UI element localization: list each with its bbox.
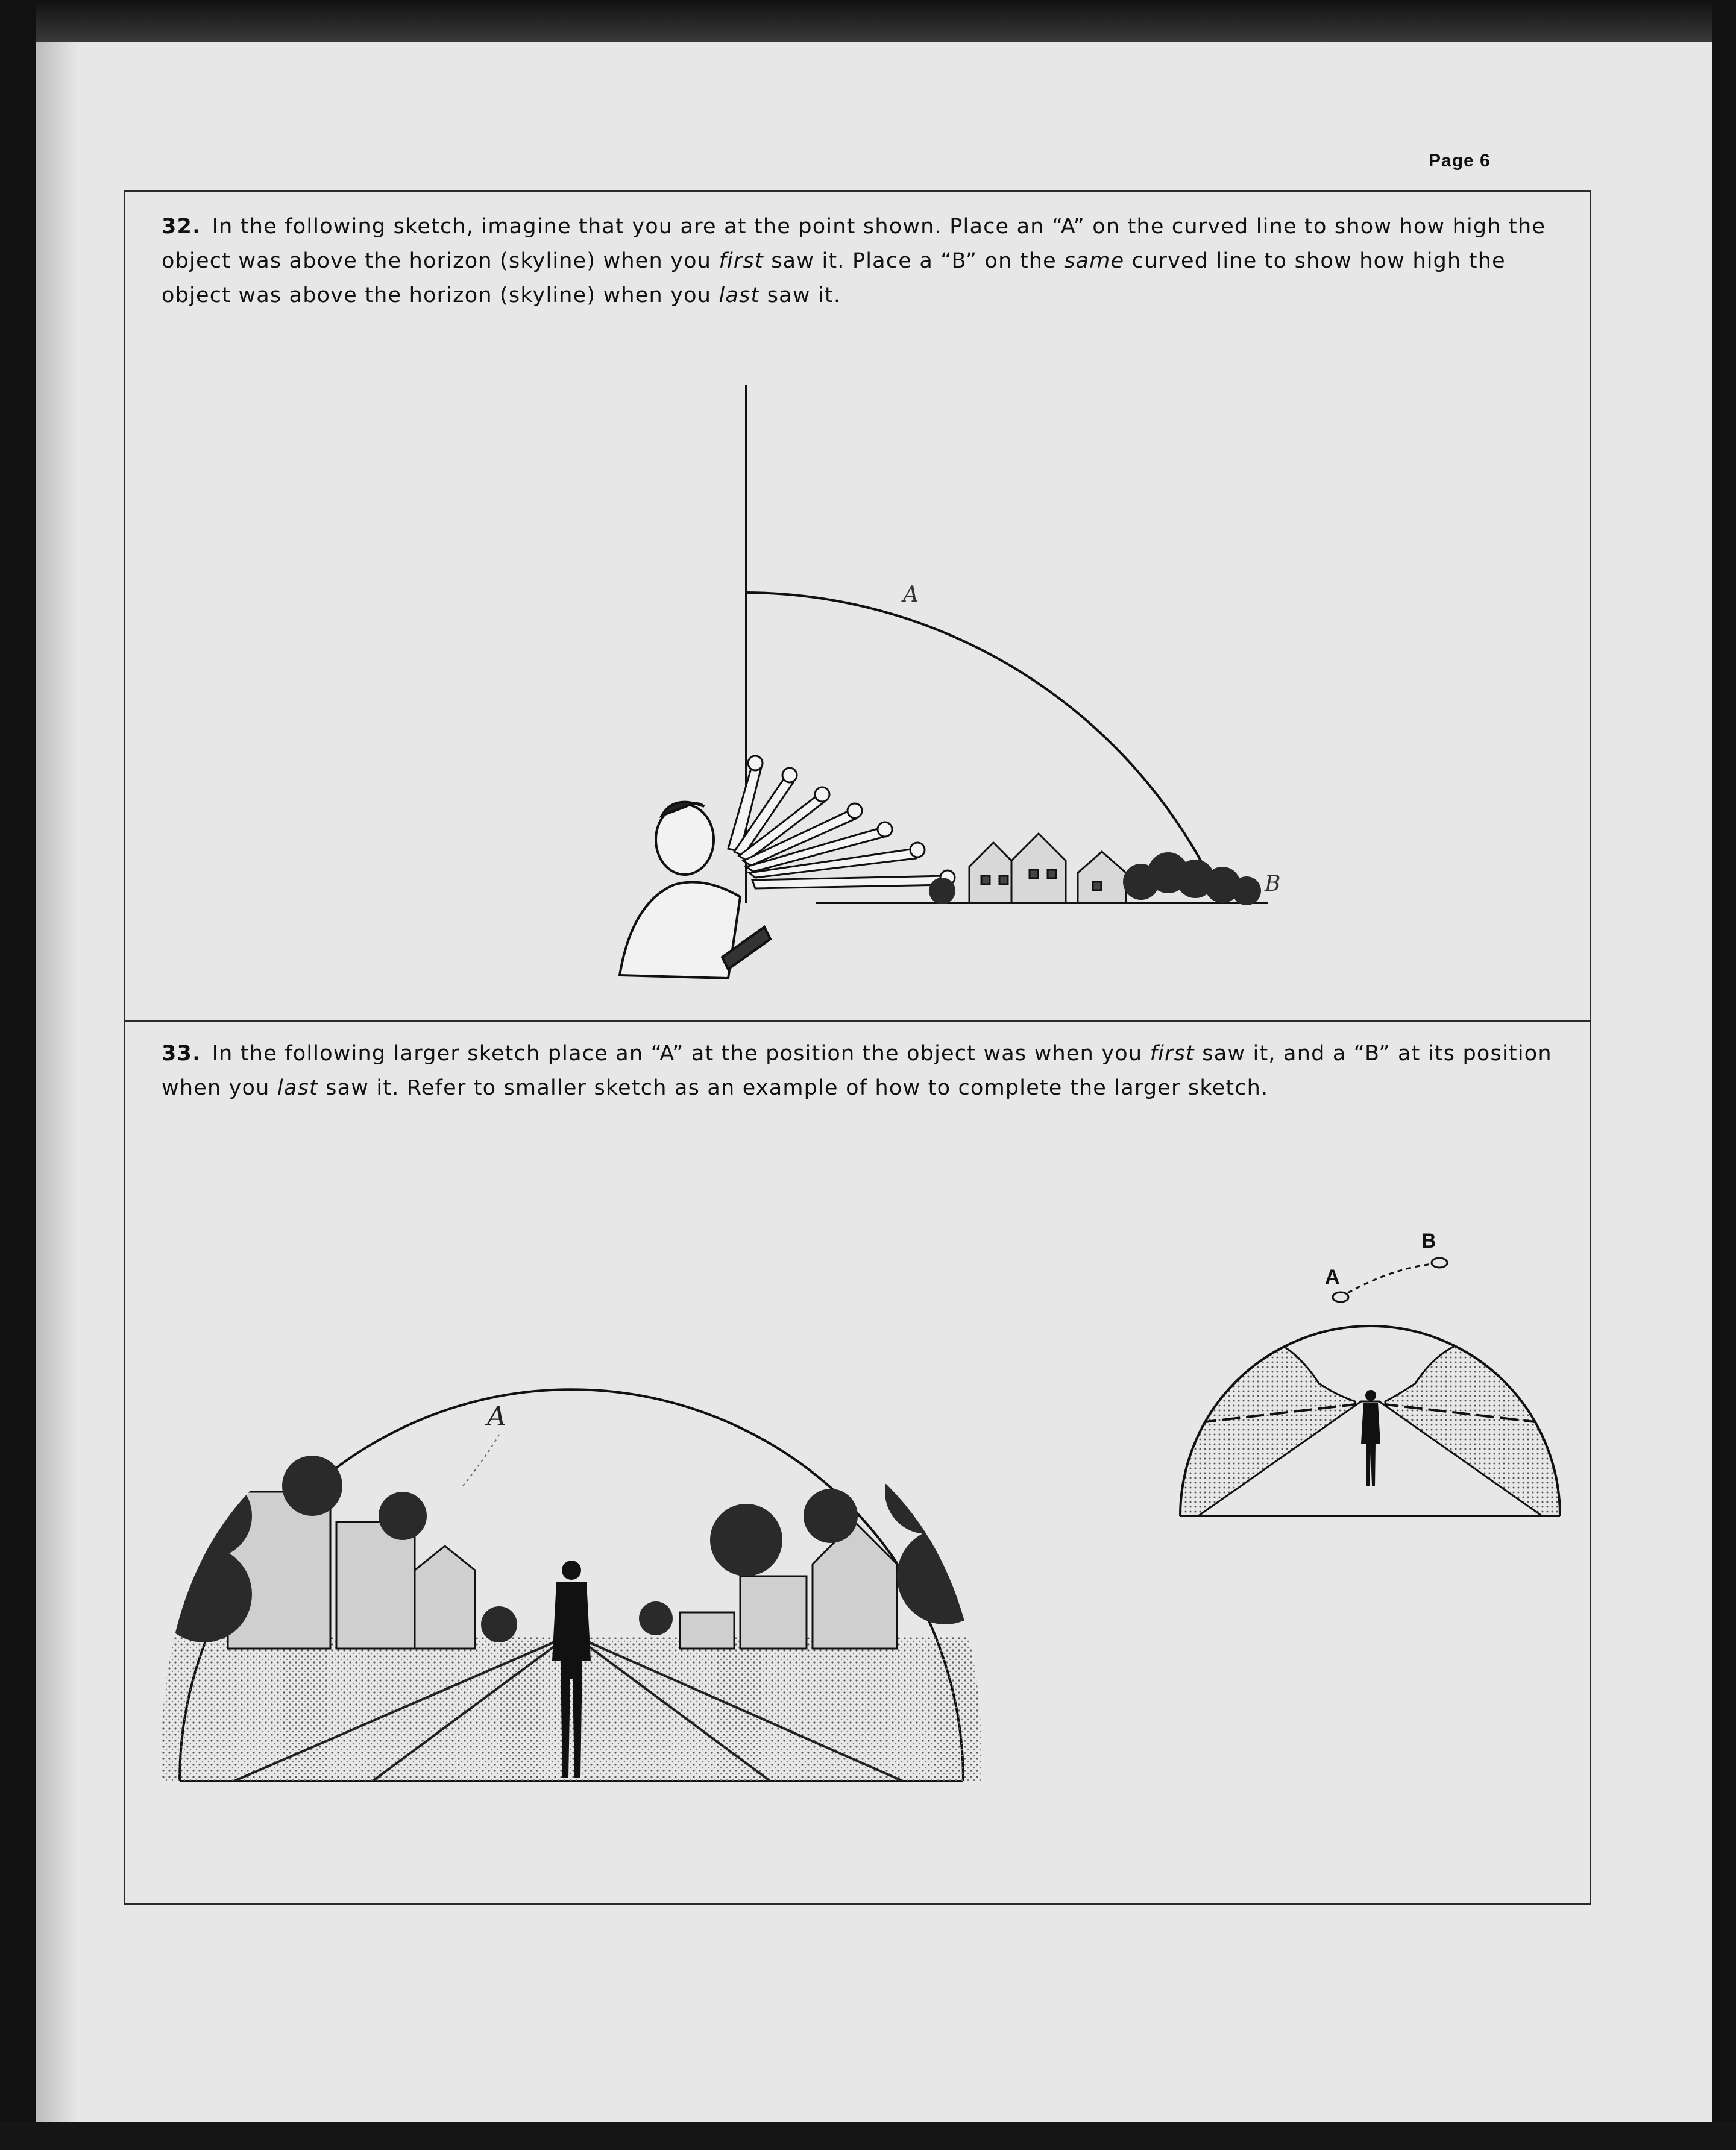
question-33-number: 33. — [162, 1042, 201, 1066]
large-street-sketch — [162, 1202, 981, 1793]
person-illustration — [620, 802, 770, 978]
pointing-arms-illustration — [728, 756, 955, 888]
example-label-b: B — [1421, 1230, 1436, 1253]
scan-frame-top — [0, 0, 1736, 42]
question-33-box — [124, 1020, 1591, 1905]
scan-frame-left — [0, 0, 36, 2150]
question-32-text: 32. In the following sketch, imagine that you are at the point shown. Place an “A” on the curved line to show how high the object was above the horizon (skyline) when you first saw it. Place a “B” on the same curved line to show how high the object was above the horizon (skyline) when you last saw it. — [162, 215, 1546, 307]
example-marker-b — [1432, 1258, 1447, 1268]
example-label-a: A — [1325, 1266, 1340, 1289]
skyline-houses — [969, 834, 1126, 903]
scan-frame-right — [1712, 0, 1736, 2150]
large-sketch-a-mark: A — [487, 1401, 506, 1432]
scan-frame-bottom — [0, 2122, 1736, 2150]
page-number: Page 6 — [1429, 151, 1491, 171]
paper-edge-shadow — [36, 42, 78, 2122]
left-buildings — [228, 1492, 475, 1649]
question-33-text: 33. In the following larger sketch place an “A” at the position the object was when you first saw it, and a “B” at its position when you last saw it. Refer to smaller sketch as an example of how to complete the larger sketch. — [162, 1042, 1552, 1100]
example-path-dashed — [1348, 1264, 1432, 1293]
example-marker-a — [1333, 1292, 1348, 1302]
right-trees — [639, 1450, 981, 1635]
handwritten-b-mark: B — [1265, 872, 1281, 896]
quarter-circle-sketch — [547, 385, 1319, 993]
handwritten-a-mark: A — [903, 582, 919, 607]
small-example-sketch — [1174, 1221, 1566, 1522]
question-32-box — [124, 190, 1591, 1022]
question-32-number: 32. — [162, 215, 201, 239]
